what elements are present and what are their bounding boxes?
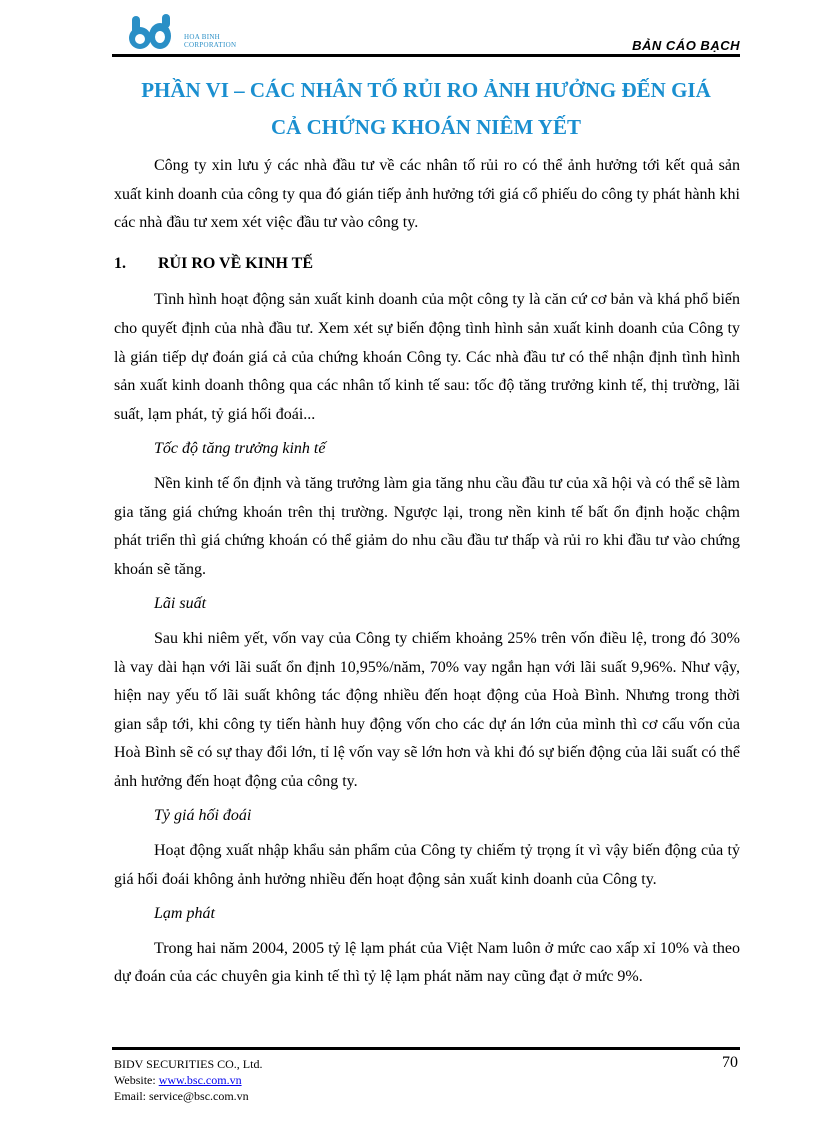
section-heading: [114, 250, 740, 279]
section-number: 1.: [114, 254, 126, 272]
interest-paragraph: Sau khi niêm yết, vốn vay của Công ty chiếm khoảng 25% trên vốn điều lệ, trong đó 30% là vay dài hạn với lãi suất ổn định 10,95%/năm, 70% vay ngắn hạn với lãi suất 9,96%. Như vậy, hiện nay yếu tố lãi suất không tác động nhiều đến hoạt động của Hoà Bình. Nhưng trong thời gian sắp tới, khi công ty tiến hành huy động vốn cho các dự án lớn của mình thì cơ cấu vốn của Hoà Bình sẽ có sự thay đổi lớn, tỉ lệ vốn vay sẽ lớn hơn và khi đó sự biến động của lãi suất có thể ảnh hưởng đến hoạt động của công ty.: [114, 629, 740, 790]
exchange-paragraph: Hoạt động xuất nhập khẩu sản phẩm của Công ty chiếm tỷ trọng ít vì vậy biến động của tỷ giá hối đoái không ảnh hưởng nhiều đến hoạt động sản xuất kinh doanh của Công ty.: [114, 842, 740, 888]
subheading-inflation: Lạm phát: [154, 905, 215, 923]
footer-website: Website: www.bsc.com.vn: [114, 1073, 242, 1087]
logo-caption: HOA BINH CORPORATION: [184, 33, 237, 49]
document-type-label: BẢN CÁO BẠCH: [632, 38, 740, 53]
page-title-line2: CẢ CHỨNG KHOÁN NIÊM YẾT: [271, 115, 581, 139]
section-paragraph: Tình hình hoạt động sản xuất kinh doanh của một công ty là căn cứ cơ bản và khá phổ biến cho quyết định của nhà đầu tư. Xem xét sự biến động tình hình sản xuất kinh doanh của Công ty là gián tiếp dự đoán giá cả của chứng khoán Công ty. Các nhà đầu tư có thể nhận định tình hình sản xuất kinh doanh thông qua các nhân tố kinh tế sau: tốc độ tăng trưởng kinh tế, thị trường, lãi suất, lạm phát, tỷ giá hối đoái...: [114, 291, 740, 423]
page-title: [112, 72, 740, 146]
section-title: RỦI RO VỀ KINH TẾ: [158, 254, 313, 272]
page-number: 70: [722, 1054, 738, 1071]
growth-paragraph: Nền kinh tế ổn định và tăng trưởng làm gia tăng nhu cầu đầu tư của xã hội và có thể sẽ làm gia tăng giá chứng khoán trên thị trường. Ngược lại, trong nền kinh tế bất ổn định hoặc chậm phát triển thì giá chứng khoán có thể giảm do nhu cầu đầu tư thấp và rủi ro khi đầu tư vào chứng khoán sẽ tăng.: [114, 474, 740, 578]
page-header: [112, 10, 740, 56]
header-divider: [112, 54, 740, 57]
subheading-exchange: Tỷ giá hối đoái: [154, 807, 252, 825]
footer-email: Email: service@bsc.com.vn: [114, 1089, 249, 1103]
subheading-growth: Tốc độ tăng trưởng kinh tế: [154, 440, 326, 458]
page-footer: [114, 1056, 262, 1104]
website-link[interactable]: www.bsc.com.vn: [158, 1073, 242, 1087]
footer-company: BIDV SECURITIES CO., Ltd.: [114, 1057, 263, 1071]
footer-divider: [112, 1047, 740, 1050]
subheading-interest: Lãi suất: [154, 595, 207, 613]
intro-paragraph: Công ty xin lưu ý các nhà đầu tư về các nhân tố rủi ro có thể ảnh hưởng tới kết quả sản xuất kinh doanh của công ty qua đó gián tiếp ảnh hưởng tới giá cổ phiếu do công ty phát hành khi các nhà đầu tư xem xét việc đầu tư vào công ty.: [114, 157, 740, 232]
document-body: [114, 152, 740, 992]
inflation-paragraph: Trong hai năm 2004, 2005 tỷ lệ lạm phát của Việt Nam luôn ở mức cao xấp xỉ 10% và theo dự đoán của các chuyên gia kinh tế thì tỷ lệ lạm phát năm nay cũng đạt ở mức 9%.: [114, 939, 740, 986]
page-title-line1: PHẦN VI – CÁC NHÂN TỐ RỦI RO ẢNH HƯỞNG ĐẾN GIÁ: [141, 78, 711, 102]
